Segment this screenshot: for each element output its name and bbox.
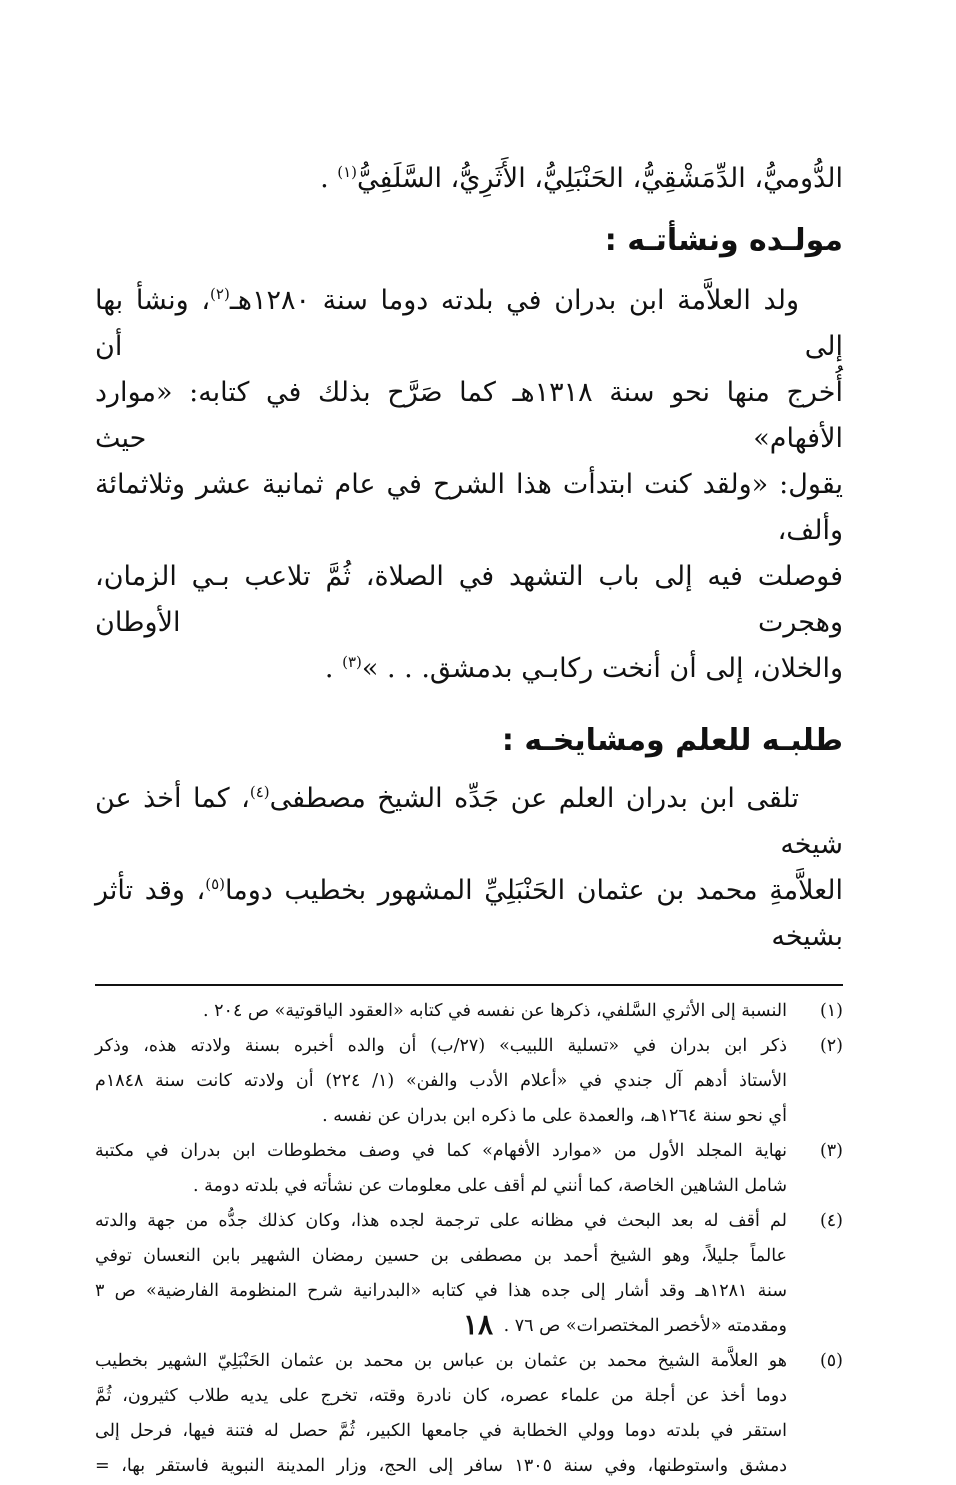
- section-heading-birth: مولـده ونشأتـه :: [604, 223, 843, 258]
- footnote-ref-3[interactable]: (٣): [342, 653, 362, 671]
- footnote-ref-5[interactable]: (٥): [205, 875, 225, 893]
- footnote-number: (٤): [819, 1211, 843, 1231]
- section-studies-paragraph: [95, 776, 843, 960]
- section-heading-studies: طلبـه للعلم ومشايخـه :: [501, 723, 843, 758]
- paragraph-line: والخلان، إلى أن أنخت ركابـي بدمشق. . . »$^{(٣)}$ .: [324, 653, 843, 684]
- footnotes-section: [95, 994, 843, 1484]
- footnote-5: (٥) هو العلاَّمة الشيخ محمد بن عثمان بن عباس بن محمد بن عثمان الحَنْبَلِيّ الشهير بخطيب دوما أخذ عن أجلة من علماء عصره، كان نادرة وقته، تخرج على يديه طلاب كثيرون، ثُمَّ استقر في بلدته دوما وولي الخطابة في جامعها الكبير، ثُمَّ حصل له فتنة فيها، فرحل إلى دمشق واستوطنها، وفي سنة ١٣٠٥ سافر إلى الحج، وزار المدينة النبوية فاستقر بها، =: [95, 1344, 843, 1484]
- footnote-ref-1[interactable]: (١): [337, 163, 358, 181]
- paragraph-line: يقول: «ولقد كنت ابتدأت هذا الشرح في عام ثمانية عشر وثلاثمائة وألف،: [95, 469, 843, 546]
- paragraph-line: أُخرج منها نحو سنة ١٣١٨هـ كما صَرَّح بذلك في كتابه: «موارد الأفهام» حيث: [95, 377, 843, 454]
- page-number: ١٨: [462, 1308, 494, 1341]
- footnote-ref-4[interactable]: (٤): [249, 783, 270, 801]
- footnote-number: (١): [819, 1001, 843, 1021]
- footnote-3: (٣) نهاية المجلد الأول من «موارد الأفهام» كما في وصف مخطوطات ابن بدران في مكتبة شامل الشاهين الخاصة، كما أنني لم أقف على معلومات عن نشأته في بلدته دومة .: [95, 1134, 843, 1204]
- paragraph-line: فوصلت فيه إلى باب التشهد في الصلاة، ثُمَّ تلاعب بـي الزمان، وهجرت الأوطان: [95, 561, 843, 638]
- intro-text: الدُّوميُّ، الدِّمَشْقِيُّ، الحَنْبَلِيُّ، الأَثَرِيُّ، السَّلَفِيُّ: [357, 163, 843, 194]
- footnote-1: (١) النسبة إلى الأثري السَّلفي، ذكرها عن نفسه في كتابه «العقود الياقوتية» ص ٢٠٤ .: [95, 994, 843, 1029]
- paragraph-line: ولد العلاَّمة ابن بدران في بلدته دوما سنة ١٢٨٠هـ$^{(٢)}$، ونشأ بها إلى أن: [95, 285, 843, 362]
- footnote-2: (٢) ذكر ابن بدران في «تسلية اللبيب» (٢٧/ب) أن والده أخبره بسنة ولادته هذه، وذكر الأستاذ أدهم آل جندي في «أعلام الأدب والفن» (١/ ٢٢٤) أن ولادته كانت سنة ١٨٤٨م أي نحو سنة ١٢٦٤هـ، والعمدة على ما ذكره ابن بدران عن نفسه .: [95, 1029, 843, 1134]
- footnote-4: (٤) لم أقف له بعد البحث في مظانه على ترجمة لجده هذا، وكان كذلك جدُّه من جهة والدته عالماً جليلاً، وهو الشيخ أحمد بن مصطفى بن حسين رمضان الشهير بابن النعسان توفي سنة ١٢٨١هـ وقد أشار إلى جده هذا في كتابه «البدرانية شرح المنظومة الفارضية» ص ٣ ومقدمته «لأخصر المختصرات» ص ٧٦ .: [95, 1204, 843, 1344]
- footnote-ref-2[interactable]: (٢): [210, 285, 230, 303]
- paragraph-line: العلاَّمةِ محمد بن عثمان الحَنْبَلِيِّ المشهور بخطيب دوما$^{(٥)}$، وقد تأثر بشيخه: [95, 875, 844, 952]
- section-birth-paragraph: [95, 278, 843, 692]
- page-content: [95, 150, 843, 1484]
- footnote-number: (٣): [819, 1141, 843, 1161]
- footnote-number: (٢): [819, 1036, 843, 1056]
- intro-end: .: [320, 163, 329, 194]
- paragraph-line: تلقى ابن بدران العلم عن جَدِّه الشيخ مصطفى$^{(٤)}$، كما أخذ عن شيخه: [95, 783, 843, 860]
- intro-line: [95, 156, 843, 202]
- footnote-number: (٥): [819, 1351, 843, 1371]
- footnote-divider: [95, 984, 843, 986]
